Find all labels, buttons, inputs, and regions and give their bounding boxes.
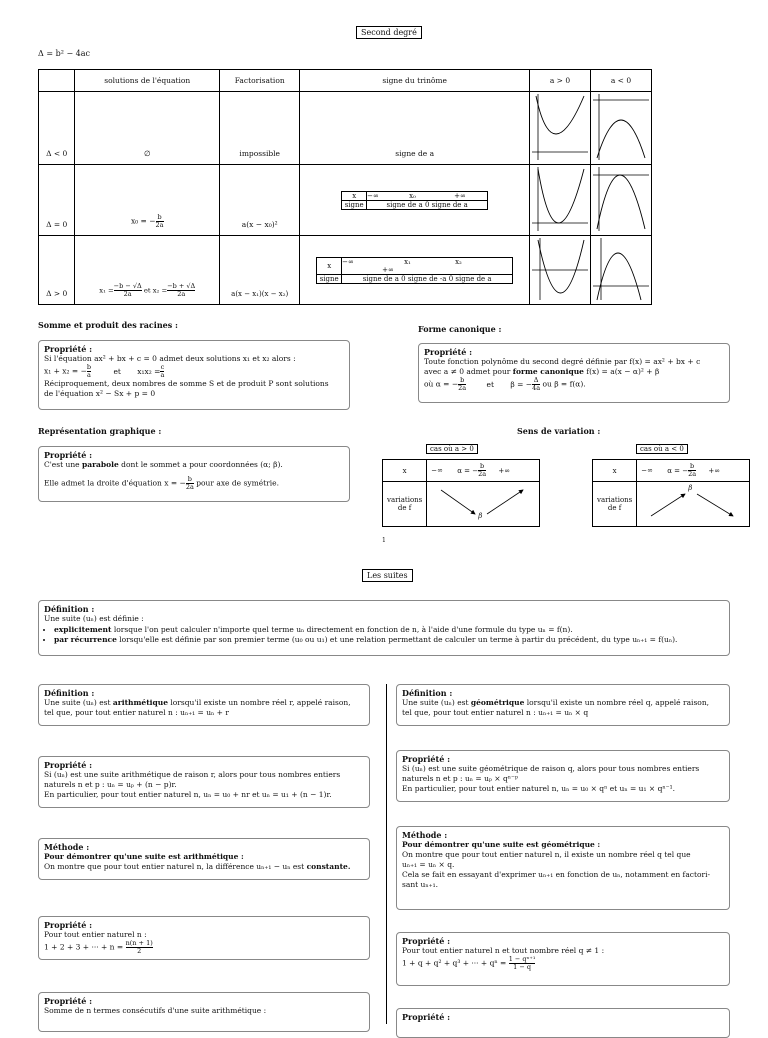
graph-cell-delta-pos-aneg xyxy=(590,236,651,305)
sign-delta-neg: signe de a xyxy=(300,92,530,165)
vt2-frac-num: b xyxy=(690,462,695,470)
graph-cell-delta-zero-apos xyxy=(529,165,590,236)
fc-line2 xyxy=(424,367,724,377)
parabola-graph-two-roots-down xyxy=(591,236,651,302)
la-def-c: lorsqu'il existe un nombre réel r, appelé raison, xyxy=(170,698,351,707)
st1-zero2: 0 xyxy=(448,274,454,283)
case-delta-zero: Δ = 0 xyxy=(39,165,75,236)
box-prop-arithmetique-1 xyxy=(38,756,370,808)
vt2-var-label xyxy=(593,482,637,527)
fc-l3a: où α = − xyxy=(424,379,459,389)
vt1-frac-num: b xyxy=(480,462,485,470)
parabola-graph-one-root-down xyxy=(591,165,651,233)
rg-frac xyxy=(186,476,194,491)
frac-num: b xyxy=(157,213,162,221)
table-row-delta-neg xyxy=(39,92,652,165)
box-def-arithmetique xyxy=(38,684,370,726)
sp-line4: de l'équation x² − Sx + p = 0 xyxy=(44,389,156,398)
table-header-row xyxy=(39,70,652,92)
sign-cell-delta-pos xyxy=(300,236,530,305)
rg-l1c: dont le sommet a pour coordonnées (α; β). xyxy=(121,460,283,469)
vt2-beta: β xyxy=(688,484,693,492)
sp-frac1 xyxy=(87,364,91,379)
solutions-delta-neg: ∅ xyxy=(75,92,220,165)
vt2-pinf: +∞ xyxy=(708,466,721,475)
st0-signe-label: signe xyxy=(342,200,367,209)
page-number: 1 xyxy=(382,537,386,544)
box-forme-canonique xyxy=(418,343,730,403)
solution-x0-prefix: x₀ = − xyxy=(130,216,156,226)
sign-table-delta-pos xyxy=(316,257,513,284)
header-a-pos: a > 0 xyxy=(529,70,590,92)
vt2-var2: de f xyxy=(607,504,622,512)
rg-meth-sub: Pour démontrer qu'une suite est géométrique : xyxy=(402,840,601,849)
fc-l3h: ou β = f(α). xyxy=(542,379,586,389)
vt1-alpha: α = − xyxy=(457,466,479,475)
box-prop-arithmetique-3 xyxy=(38,992,370,1032)
st1-zero1: 0 xyxy=(401,274,406,283)
header-sign: signe du trinôme xyxy=(300,70,530,92)
st0-sign2: signe de a xyxy=(431,200,468,209)
header-factorisation: Factorisation xyxy=(220,70,300,92)
arrow-up-then-down xyxy=(637,482,749,524)
la-p2-den: 2 xyxy=(137,947,142,955)
la-p2-l2 xyxy=(44,940,364,955)
sp-l2a: x₁ + x₂ = − xyxy=(44,366,87,376)
vt1-minf: −∞ xyxy=(431,466,443,475)
parabola-graph-no-roots-down xyxy=(591,92,651,162)
case-a-positive: cas où a > 0 xyxy=(426,444,478,454)
vt1-var1: variations xyxy=(387,496,423,504)
la-def-line1 xyxy=(44,698,364,708)
la-meth-l1b: constante. xyxy=(306,862,351,871)
vt2-alpha: α = − xyxy=(667,466,689,475)
sp-l2d: et xyxy=(113,366,121,376)
box-title: Définition : xyxy=(44,604,95,614)
box-def-geometrique xyxy=(396,684,730,726)
rg-line1 xyxy=(44,460,344,470)
box-title: Propriété : xyxy=(44,344,93,354)
rg-frac-num: b xyxy=(187,475,192,483)
header-empty xyxy=(39,70,75,92)
def-item1-bold: explicitement xyxy=(54,625,112,634)
parabola-graph-no-roots-up xyxy=(530,92,590,162)
vt1-pinf: +∞ xyxy=(498,466,511,475)
rg-meth-l4: sant uₙ₊₁. xyxy=(402,880,438,889)
vt1-x: x xyxy=(383,460,427,482)
table-row-delta-zero xyxy=(39,165,652,236)
st1-pinf: +∞ xyxy=(382,265,394,274)
sp-line3: Réciproquement, deux nombres de somme S et de produit P sont solutions xyxy=(44,379,329,388)
st1-xrow xyxy=(342,257,513,274)
heading-representation: Représentation graphique : xyxy=(38,426,162,436)
second-degree-table xyxy=(38,69,652,305)
delta-formula: Δ = b² − 4ac xyxy=(38,49,91,58)
rg-meth-l1: On montre que pour tout entier naturel n, il existe un nombre réel q tel que xyxy=(402,850,691,859)
fc-frac2-num: Δ xyxy=(533,376,539,384)
def-item2-bold: par récurrence xyxy=(54,635,117,644)
la-def-line2: tel que, pour tout entier naturel n : uₙ₊₁ = uₙ + r xyxy=(44,708,229,717)
box-methode-arithmetique xyxy=(38,838,370,880)
rg-p2-num: 1 − qⁿ⁺¹ xyxy=(508,955,536,963)
vt2-xrow xyxy=(637,460,750,482)
section-title-suites: Les suites xyxy=(362,569,413,582)
st0-minf: −∞ xyxy=(367,191,379,200)
graph-cell-delta-neg-apos xyxy=(529,92,590,165)
st1-sign2: signe de -a xyxy=(407,274,447,283)
box-title: Propriété : xyxy=(44,760,93,770)
sp-frac2-den: a xyxy=(160,371,165,379)
box-title: Propriété : xyxy=(424,347,473,357)
heading-variation: Sens de variation : xyxy=(517,426,601,436)
vt2-frac xyxy=(688,463,696,478)
st0-x: x xyxy=(342,191,367,200)
sp-frac1-den: a xyxy=(87,371,91,379)
rg-frac-den: 2a xyxy=(185,483,194,491)
la-def-b: arithmétique xyxy=(112,698,168,707)
box-title: Propriété : xyxy=(402,754,451,764)
heading-forme-canonique: Forme canonique : xyxy=(418,324,502,334)
x1-num: −b − √Δ xyxy=(113,282,142,290)
def-line1: Une suite (uₙ) est définie : xyxy=(44,614,144,623)
rg-def-b: géométrique xyxy=(470,698,525,707)
def-item-explicit xyxy=(54,625,724,635)
vt1-var-label xyxy=(383,482,427,527)
vt1-xrow xyxy=(427,460,540,482)
solutions-delta-pos xyxy=(75,236,220,305)
rg-meth-l3: Cela se fait en essayant d'exprimer uₙ₊₁ en fonction de uₙ, notamment en factori- xyxy=(402,870,711,879)
rg-def-line1 xyxy=(402,698,724,708)
st0-x0: x₀ xyxy=(409,191,416,200)
la-meth-sub: Pour démontrer qu'une suite est arithmétique : xyxy=(44,852,244,861)
variation-table-a-positive xyxy=(382,459,540,527)
def-item1-text: lorsque l'on peut calculer n'importe quel terme uₙ directement en fonction de n, à l'aide d'une formule du type uₙ = f(n). xyxy=(113,625,573,634)
fraction-b-2a xyxy=(156,214,164,229)
fc-line3 xyxy=(424,377,724,392)
fc-l2a: avec a ≠ 0 admet pour xyxy=(424,367,511,376)
header-a-neg: a < 0 xyxy=(590,70,651,92)
parabola-graph-two-roots-up xyxy=(530,236,590,302)
parabola-graph-one-root-up xyxy=(530,165,590,233)
st1-sign3: signe de a xyxy=(455,274,492,283)
factor-delta-zero: a(x − x₀)² xyxy=(220,165,300,236)
rg-p1-l1: Si (uₙ) est une suite géométrique de raison q, alors pour tous nombres entiers xyxy=(402,764,700,773)
fc-frac2-den: 4a xyxy=(532,384,541,392)
st0-signrow xyxy=(367,200,488,209)
st0-zero: 0 xyxy=(424,200,430,209)
solutions-delta-zero xyxy=(75,165,220,236)
st1-x: x xyxy=(317,257,342,274)
box-prop-arithmetique-2 xyxy=(38,916,370,960)
sol1-prefix: x₁ = xyxy=(99,286,114,295)
fraction-x2 xyxy=(167,283,195,298)
la-p1-l3: En particulier, pour tout entier naturel n, uₙ = u₀ + nr et uₙ = u₁ + (n − 1)r. xyxy=(44,790,332,799)
vt2-frac-den: 2a xyxy=(688,470,697,478)
sp-l2e: x₁x₂ = xyxy=(137,366,161,376)
x1-den: 2a xyxy=(123,290,132,298)
box-title: Propriété : xyxy=(44,996,93,1006)
la-p3-l1: Somme de n termes consécutifs d'une suite arithmétique : xyxy=(44,1006,267,1015)
box-prop-geometrique-2 xyxy=(396,932,730,986)
def-item2-text: lorsqu'elle est définie par son premier terme (u₀ ou u₁) et une relation permettant de calculer un terme à partir du précédent, du type uₙ₊₁ = f(uₙ). xyxy=(119,635,678,644)
vt1-arrows xyxy=(427,482,540,527)
box-representation xyxy=(38,446,350,502)
vt2-arrows xyxy=(637,482,750,527)
st1-sign1: signe de a xyxy=(362,274,399,283)
box-definition-suite xyxy=(38,600,730,656)
graph-cell-delta-zero-aneg xyxy=(590,165,651,236)
def-list xyxy=(44,625,724,645)
rg-p2-l1: Pour tout entier naturel n et tout nombre réel q ≠ 1 : xyxy=(402,946,605,955)
st1-x1: x₁ xyxy=(404,257,411,266)
st1-signrow xyxy=(342,274,513,283)
box-prop-geometrique-1 xyxy=(396,750,730,802)
box-title: Propriété : xyxy=(44,450,93,460)
box-title: Définition : xyxy=(402,688,453,698)
variation-table-a-negative xyxy=(592,459,750,527)
section-title-second-degre: Second degré xyxy=(356,26,422,39)
table-row-delta-pos xyxy=(39,236,652,305)
rg-l2d: pour axe de symétrie. xyxy=(196,478,279,488)
case-delta-pos: Δ > 0 xyxy=(39,236,75,305)
vt2-x: x xyxy=(593,460,637,482)
fraction-x1 xyxy=(114,283,142,298)
rg-line2 xyxy=(44,476,344,491)
box-title: Méthode : xyxy=(44,842,90,852)
vt1-beta: β xyxy=(478,512,483,520)
sol-mid: et x₂ = xyxy=(143,286,168,295)
sp-frac2-num: c xyxy=(160,363,165,371)
sp-line2 xyxy=(44,364,344,379)
st0-xrow xyxy=(367,191,488,200)
rg-p1-l2: naturels n et p : uₙ = uₚ × qⁿ⁻ᵖ xyxy=(402,774,518,783)
box-title: Propriété : xyxy=(402,936,451,946)
fc-frac1-den: 2a xyxy=(458,384,467,392)
vt1-frac xyxy=(478,463,486,478)
def-item-recurrence xyxy=(54,635,724,645)
fc-frac1-num: b xyxy=(460,376,465,384)
sp-frac1-num: b xyxy=(86,363,92,371)
la-meth-l1 xyxy=(44,862,364,872)
rg-def-a: Une suite (uₙ) est xyxy=(402,698,469,707)
vt1-var2: de f xyxy=(397,504,412,512)
box-prop-geometrique-3 xyxy=(396,1008,730,1038)
vt2-var1: variations xyxy=(597,496,633,504)
fc-frac1 xyxy=(458,377,466,392)
rg-p2-l2 xyxy=(402,956,724,971)
sign-cell-delta-zero xyxy=(300,165,530,236)
st0-sign1: signe de a xyxy=(386,200,423,209)
graph-cell-delta-pos-apos xyxy=(529,236,590,305)
box-methode-geometrique xyxy=(396,826,730,910)
la-p2-l1: Pour tout entier naturel n : xyxy=(44,930,147,939)
box-title: Méthode : xyxy=(402,830,448,840)
header-solutions: solutions de l'équation xyxy=(75,70,220,92)
sign-table-delta-zero xyxy=(341,191,488,210)
fc-l2c: f(x) = a(x − α)² + β xyxy=(586,367,660,376)
la-p1-l2: naturels n et p : uₙ = uₚ + (n − p)r. xyxy=(44,780,177,789)
box-somme-produit xyxy=(38,340,350,410)
vt1-frac-den: 2a xyxy=(478,470,487,478)
x2-num: −b + √Δ xyxy=(167,282,196,290)
fc-l2b: forme canonique xyxy=(512,367,584,376)
x2-den: 2a xyxy=(177,290,186,298)
la-def-a: Une suite (uₙ) est xyxy=(44,698,111,707)
rg-l2a: Elle admet la droite d'équation x = − xyxy=(44,478,186,488)
fc-line1: Toute fonction polynôme du second degré définie par f(x) = ax² + bx + c xyxy=(424,357,701,366)
rg-def-line2: tel que, pour tout entier naturel n : uₙ₊₁ = uₙ × q xyxy=(402,708,589,717)
la-p2-num: n(n + 1) xyxy=(125,939,153,947)
arrow-down-then-up xyxy=(427,482,539,524)
vt2-minf: −∞ xyxy=(641,466,653,475)
heading-somme-produit: Somme et produit des racines : xyxy=(38,320,178,330)
sp-frac2 xyxy=(160,364,164,379)
rg-meth-l2: uₙ₊₁ = uₙ × q. xyxy=(402,860,455,869)
la-meth-l1a: On montre que pour tout entier naturel n, la différence uₙ₊₁ − uₙ est xyxy=(44,862,305,871)
rg-l1a: C'est une xyxy=(44,460,80,469)
rg-def-c: lorsqu'il existe un nombre réel q, appelé raison, xyxy=(526,698,710,707)
fc-frac2 xyxy=(532,377,540,392)
box-title: Définition : xyxy=(44,688,95,698)
la-p2-frac xyxy=(126,940,153,955)
box-title: Propriété : xyxy=(402,1012,451,1022)
sp-line1: Si l'équation ax² + bx + c = 0 admet deux solutions x₁ et x₂ alors : xyxy=(44,354,296,363)
fc-l3e: β = − xyxy=(510,379,533,389)
st1-signe-label: signe xyxy=(317,274,342,283)
la-p2-l2a: 1 + 2 + 3 + ··· + n = xyxy=(44,942,124,952)
st1-minf: −∞ xyxy=(342,257,354,266)
column-divider xyxy=(386,684,387,1024)
rg-p2-frac xyxy=(509,956,536,971)
rg-l1b: parabole xyxy=(81,460,119,469)
factor-delta-pos: a(x − x₁)(x − x₂) xyxy=(220,236,300,305)
fc-l3d: et xyxy=(486,379,494,389)
factor-delta-neg: impossible xyxy=(220,92,300,165)
case-a-negative: cas où a < 0 xyxy=(636,444,688,454)
rg-p2-den: 1 − q xyxy=(513,963,532,971)
box-title: Propriété : xyxy=(44,920,93,930)
graph-cell-delta-neg-aneg xyxy=(590,92,651,165)
rg-p1-l3: En particulier, pour tout entier naturel n, uₙ = u₀ × qⁿ et uₙ = u₁ × qⁿ⁻¹. xyxy=(402,784,675,793)
frac-den: 2a xyxy=(155,221,164,229)
case-delta-neg: Δ < 0 xyxy=(39,92,75,165)
st1-x2: x₂ xyxy=(455,257,462,266)
st0-pinf: +∞ xyxy=(454,191,466,200)
la-p1-l1: Si (uₙ) est une suite arithmétique de raison r, alors pour tous nombres entiers xyxy=(44,770,341,779)
rg-p2-l2a: 1 + q + q² + q³ + ··· + qⁿ = xyxy=(402,958,507,968)
